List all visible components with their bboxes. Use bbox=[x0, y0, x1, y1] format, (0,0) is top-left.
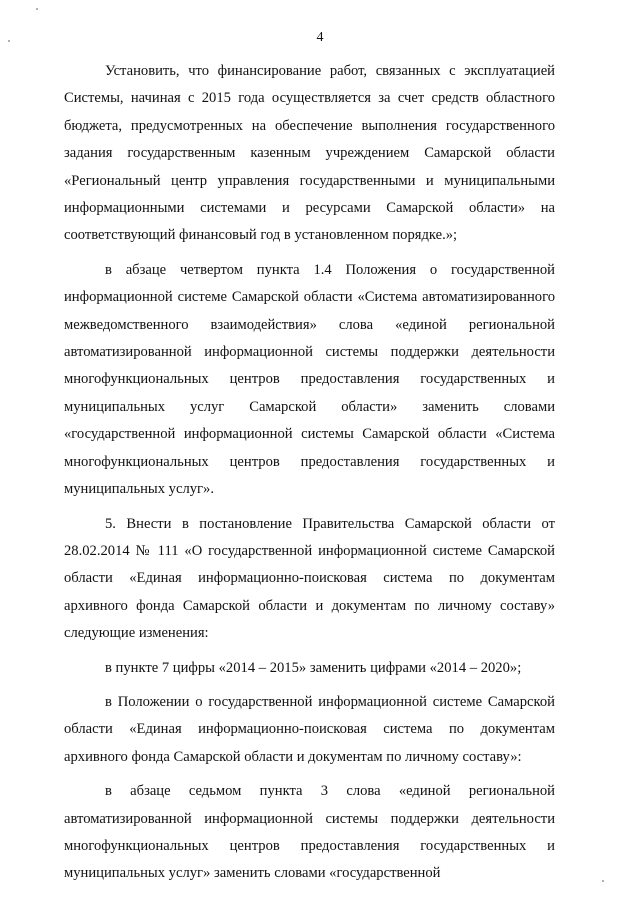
paragraph-clause-3: в абзаце седьмом пункта 3 слова «единой региональной автоматизированной информационной системы поддержки деятельности многофункциональных центров предоставления государственных и муниципальных услуг» заменить словами «государственной bbox=[64, 783, 555, 882]
document-body bbox=[64, 58, 555, 895]
paragraph-regulation: в Положении о государственной информационной системе Самарской области «Единая информационно-поисковая система по документам архивного фонда Самарской области и документам по личному составу»: bbox=[64, 693, 555, 765]
paragraph-item-5: 5. Внести в постановление Правительства Самарской области от 28.02.2014 № 111 «О государственной информационной системе Самарской области «Единая информационно-поисковая система по документам архивного фонда Самарской области и документам по личному составу» следующие изменения: bbox=[64, 515, 555, 642]
paragraph-clause-1-4: в абзаце четвертом пункта 1.4 Положения о государственной информационной системе Самарской области «Система автоматизированного межведомственного взаимодействия» слова «единой региональной автоматизированной информационной системы поддержки деятельности многофункциональных центров предоставления государственных и муниципальных услуг Самарской области» заменить словами «государственной информационной системы Самарской области «Система многофункциональных центров предоставления государственных и муниципальных услуг». bbox=[64, 261, 555, 498]
paragraph-item-7-digits: в пункте 7 цифры «2014 – 2015» заменить цифрами «2014 – 2020»; bbox=[105, 659, 522, 676]
paragraph-financing: Установить, что финансирование работ, связанных с эксплуатацией Системы, начиная с 2015 года осуществляется за счет средств областного бюджета, предусмотренных на обеспечение выполнения государственного задания государственным казенным учреждением Самарской области «Региональный центр управления государственными и муниципальными информационными системами и ресурсами Самарской области» на соответствующий финансовый год в установленном порядке.»; bbox=[64, 63, 555, 244]
scan-speck bbox=[36, 8, 38, 10]
scan-speck bbox=[8, 40, 10, 42]
page-number: 4 bbox=[316, 30, 324, 45]
scan-speck bbox=[602, 880, 604, 882]
